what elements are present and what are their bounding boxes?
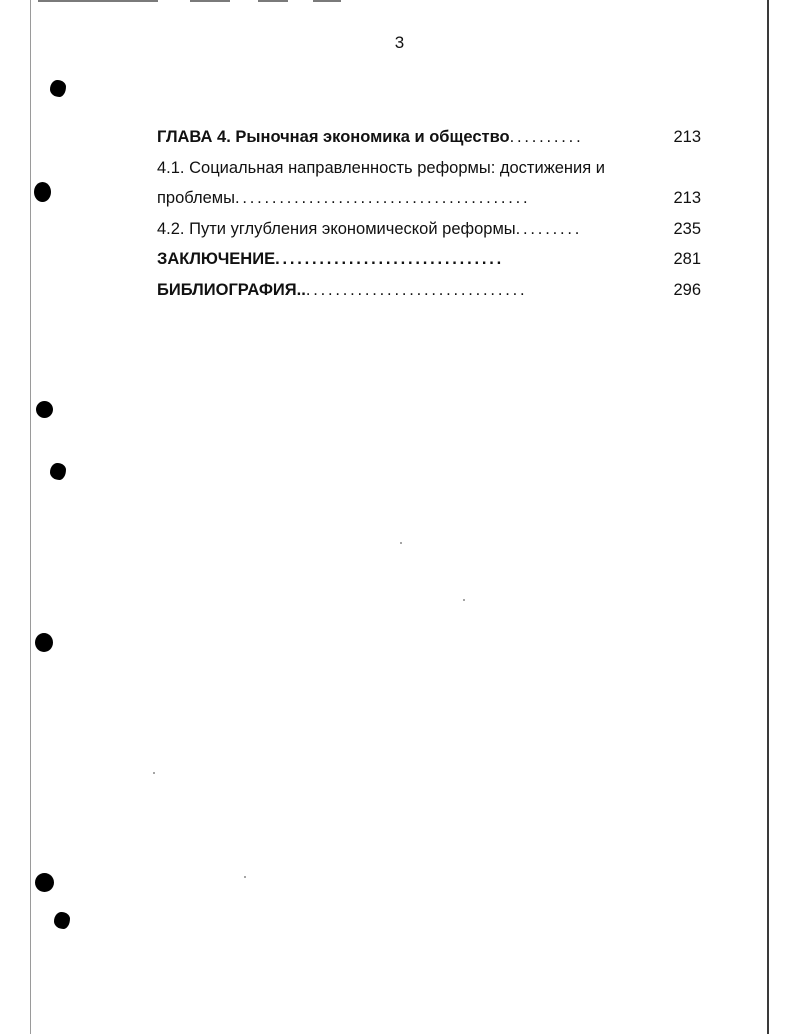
- toc-leader-dots: ..............................: [305, 280, 528, 299]
- toc-entry-title: 4.2. Пути углубления экономической реформы: [157, 219, 516, 238]
- toc-entry-title: 4.1. Социальная направленность реформы: достижения и: [157, 158, 605, 177]
- punch-hole-mark: [36, 401, 53, 418]
- toc-entry-page: 281: [673, 250, 701, 268]
- toc-leader-dots: ..........: [509, 128, 584, 146]
- scan-top-mark: [190, 0, 230, 2]
- toc-entry-conclusion: [157, 244, 701, 275]
- punch-hole-mark: [35, 873, 54, 892]
- scan-left-edge: [30, 0, 31, 1034]
- scan-top-mark: [313, 0, 341, 2]
- toc-entry-page: 213: [673, 189, 701, 207]
- toc-entry-page: 296: [673, 280, 701, 299]
- toc-entry-bibliography: [157, 275, 701, 306]
- scan-speck: [244, 876, 246, 878]
- scan-speck: [463, 599, 465, 601]
- punch-hole-mark: [50, 80, 66, 97]
- toc-entry-page: 213: [673, 128, 701, 146]
- toc-entry-section-4-2: [157, 214, 701, 245]
- scan-right-edge: [767, 0, 769, 1034]
- scan-speck: [153, 772, 155, 774]
- toc-entry-title: ГЛАВА 4. Рыночная экономика и общество: [157, 128, 510, 146]
- punch-hole-mark: [54, 912, 70, 929]
- toc-leader-dots: ...............................: [275, 250, 504, 268]
- toc-entry-section-4-1-line-1: [157, 153, 701, 184]
- toc-entry-page: 235: [673, 219, 701, 238]
- punch-hole-mark: [50, 463, 66, 480]
- toc-entry-title: ЗАКЛЮЧЕНИЕ: [157, 250, 276, 268]
- scan-speck: [400, 542, 402, 544]
- punch-hole-mark: [35, 633, 53, 652]
- toc-entry-chapter-4: [157, 122, 701, 153]
- toc-entry-title: БИБЛИОГРАФИЯ..: [157, 280, 306, 299]
- scan-top-mark: [38, 0, 158, 2]
- toc-leader-dots: ........................................: [235, 189, 531, 207]
- toc-entry-title: проблемы: [157, 189, 236, 207]
- scan-top-mark: [258, 0, 288, 2]
- toc-leader-dots: .........: [515, 219, 583, 238]
- table-of-contents: [157, 122, 701, 305]
- punch-hole-mark: [34, 182, 51, 202]
- toc-entry-section-4-1-line-2: [157, 183, 701, 214]
- page-number: 3: [394, 33, 405, 52]
